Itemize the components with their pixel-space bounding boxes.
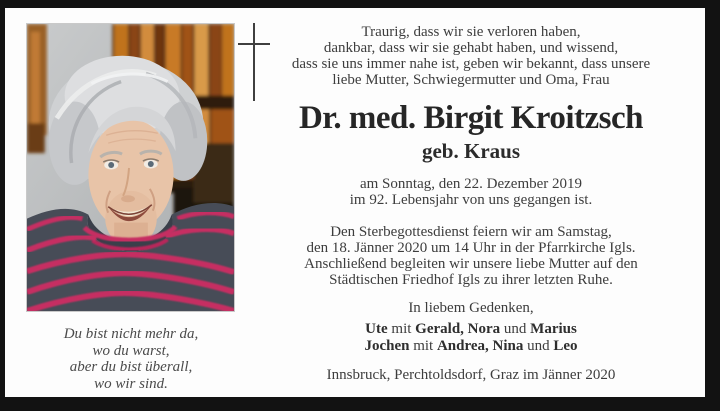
family-line-1 <box>240 321 702 338</box>
portrait-photo-art <box>27 24 234 311</box>
photo-left-frame <box>27 24 47 153</box>
family-name: Andrea, Nina <box>436 338 524 354</box>
memorial-quote <box>5 326 257 392</box>
family-names <box>240 321 702 355</box>
memorial-quote-line: wo du warst, <box>92 342 170 359</box>
family-name: Ute <box>365 321 388 337</box>
obituary-card <box>5 8 705 397</box>
intro-text <box>240 24 702 88</box>
service-line: Anschließend begleiten wir unsere liebe Mutter auf den <box>304 256 638 272</box>
family-text: und <box>523 338 554 354</box>
service-line: den 18. Jänner 2020 um 14 Uhr in der Pfarrkirche Igls. <box>306 240 636 256</box>
intro-line: Traurig, dass wir sie verloren haben, <box>361 24 581 40</box>
family-name: Marius <box>530 321 577 337</box>
intro-line: dankbar, dass wir sie gehabt haben, und wissend, <box>323 40 619 56</box>
passing-line: am Sonntag, den 22. Dezember 2019 <box>359 176 583 192</box>
intro-line: liebe Mutter, Schwiegermutter und Oma, Frau <box>332 72 610 88</box>
family-text: und <box>500 321 531 337</box>
memorial-quote-line: wo wir sind. <box>94 375 168 392</box>
family-name: Jochen <box>364 338 410 354</box>
intro-line: dass sie uns immer nahe ist, geben wir bekannt, dass unsere <box>291 56 651 72</box>
announcement-column <box>240 24 702 383</box>
passing-text <box>240 176 702 208</box>
service-line: Städtischen Friedhof Igls zu ihrer letzten Ruhe. <box>329 272 613 288</box>
maiden-name: geb. Kraus <box>421 139 520 163</box>
family-text: mit <box>409 338 437 354</box>
memorial-quote-line: aber du bist überall, <box>69 359 193 375</box>
deceased-name: Dr. med. Birgit Kroitzsch <box>298 100 644 136</box>
memorial-quote-line: Du bist nicht mehr da, <box>63 326 199 342</box>
closing-line: Innsbruck, Perchtoldsdorf, Graz im Jänner 2020 <box>326 367 616 383</box>
family-name: Gerald, Nora <box>415 321 501 337</box>
family-line-2 <box>240 338 702 355</box>
service-line: Den Sterbegottesdienst feiern wir am Samstag, <box>330 224 612 240</box>
family-text: mit <box>387 321 416 337</box>
service-text <box>240 224 702 288</box>
condolence-line: In liebem Gedenken, <box>408 300 534 316</box>
family-name: Leo <box>553 338 578 354</box>
passing-line: im 92. Lebensjahr von uns gegangen ist. <box>349 192 593 208</box>
portrait-photo <box>26 23 235 312</box>
